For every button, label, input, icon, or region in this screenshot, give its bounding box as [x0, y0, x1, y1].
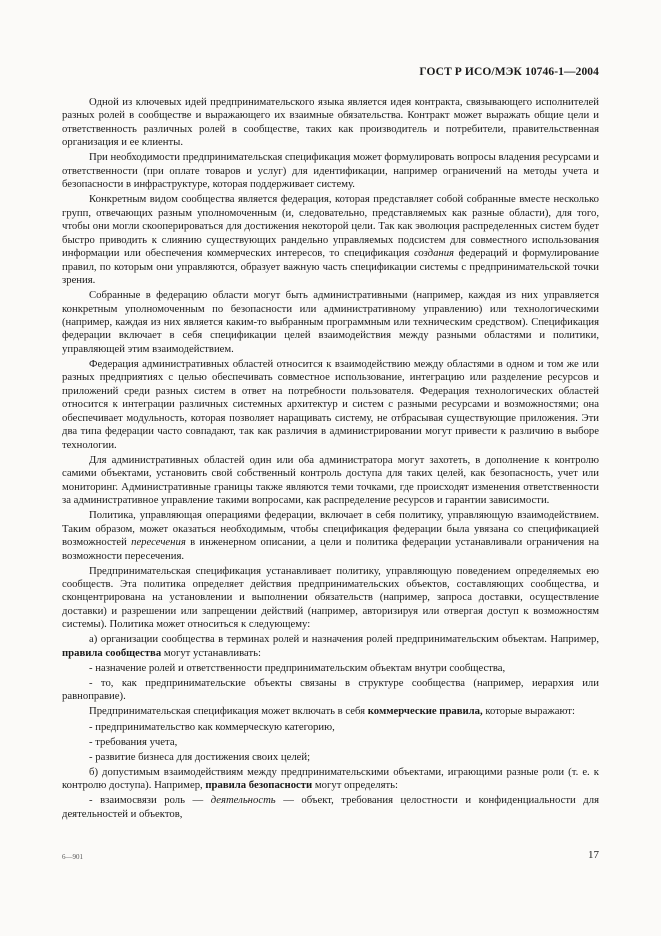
paragraph — [62, 454, 599, 508]
italic-term: создания — [413, 247, 455, 260]
bold-term: правила сообщества — [62, 646, 162, 659]
text-run: - то, как предпринимательские объекты связаны в структуре сообщества (например, иерархия или равноправие). — [62, 676, 599, 703]
bold-term: коммерческие правила, — [367, 705, 483, 718]
text-run: - требования учета, — [89, 735, 178, 748]
text-run: При необходимости предпринимательская спецификация может формулировать вопросы владения ресурсами и ответственности (при оплате товаров и услуг) для идентификации, например ограничений на методы учета и безопасности в инфраструктуре, которая поддерживает систему. — [62, 151, 599, 191]
text-run: Политика, управляющая операциями федерации, включает в себя политику, управляющую взаимодействием. Таким образом, может оказаться необходимым, чтобы спецификация федерации была увязана со спецификацией возможностей — [62, 509, 599, 549]
paragraph — [62, 794, 599, 821]
paragraph — [62, 289, 599, 356]
print-mark: 6—901 — [62, 853, 83, 861]
paragraph — [62, 751, 599, 764]
paragraph — [62, 96, 599, 150]
page-number: 17 — [588, 849, 599, 861]
paragraph — [62, 736, 599, 749]
text-run: б) допустимым взаимодействиям между предпринимательскими объектами, играющими разные роли (т. е. к контролю доступа). Например, — [62, 765, 599, 792]
text-run: Предпринимательская спецификация может включать в себя — [89, 705, 368, 718]
text-run: — объект, требования целостности и конфиденциальности для деятельностей и объектов, — [62, 794, 599, 820]
italic-term: пересечения — [131, 536, 186, 549]
paragraph — [62, 633, 599, 660]
text-run: Одной из ключевых идей предпринимательского языка является идея контракта, связывающего исполнителей разных ролей в сообществе и выражающего их взаимные обязательства. Контракт может выражать общие цели и ответственность различных ролей в сообществе, таких как производитель и потребители, правительственная организация и ее клиенты. — [62, 96, 599, 149]
text-run: Собранные в федерацию области могут быть административными (например, каждая из них управляется конкретным уполномоченным по безопасности или административному управлению) или технологическими (например, каждая из них является каким-то выбранным программным или техническим средством). Спецификация федерации включает в себя спецификации целей взаимодействия между разными областями и политики, управляющей этим взаимодействием. — [62, 289, 599, 355]
paragraph — [62, 766, 599, 793]
standard-header: ГОСТ Р ИСО/МЭК 10746-1—2004 — [419, 66, 599, 78]
text-run: могут определять: — [312, 779, 399, 792]
text-run: которые выражают: — [482, 705, 575, 718]
paragraph — [62, 193, 599, 287]
text-run: Федерация административных областей относится к взаимодействию между областями в одном и том же или разных предприятиях с целью обеспечивать совместное использование, интеграцию или разделение ресурсов и приложений среди разных систем в ответ на потребности пользователя. Федерация технологических областей относится к интеграции различных системных архитектур и систем с разными ресурсами и возможностями; она обеспечивает модульность, которая позволяет наращивать систему, не отбрасывая существующие приложения. Эти два типа федерации часто совпадают, так как различия в администрировании могут привести к различию в выборе технологии. — [62, 357, 599, 451]
text-run: - взаимосвязи роль — — [89, 794, 211, 807]
text-run: - назначение ролей и ответственности предпринимательским объектам внутри сообщества, — [89, 661, 506, 674]
text-run: федераций и формулирование правил, по которым они управляются, образует важную часть спецификации системы с предпринимательской точки зрения. — [62, 247, 599, 287]
paragraph — [62, 509, 599, 563]
text-run: Для административных областей один или оба администратора могут захотеть, в дополнение к контролю самими объектами, установить свой собственный контроль доступа для таких целей, как безопасность, учет или мониторинг. Административные границы также являются теми точками, где происходят изменения ответственности за административное управление такими вопросами, как распределение ресурсов и гарантии зависимости. — [62, 453, 599, 507]
paragraph — [62, 662, 599, 675]
paragraph — [62, 677, 599, 704]
text-run: а) организации сообщества в терминах ролей и назначения ролей предпринимательским объектам. Например, — [89, 633, 599, 646]
italic-term: деятельность — [210, 794, 276, 807]
text-run: Предпринимательская спецификация устанавливает политику, управляющую поведением определяемых ею сообществ. Эта политика определяет действия предпринимательских объектов, составляющих сообщества, и сконцентрирована на установлении и выполнении обязательств (например, запроса доставки, осуществление доставки) и разрешении или запрещении действий (например, авторизируя или отвергая доступ к возможностям системы). Политика может относиться к следующему: — [62, 564, 599, 631]
text-run: в инженерном описании, а цели и политика федерации устанавливали ограничения на возможности пересечения. — [62, 536, 599, 562]
text-run: - развитие бизнеса для достижения своих целей; — [89, 750, 311, 763]
text-run: могут устанавливать: — [161, 646, 261, 659]
bold-term: правила безопасности — [205, 779, 313, 792]
paragraph — [62, 151, 599, 191]
text-run: - предпринимательство как коммерческую категорию, — [89, 720, 335, 733]
body-text — [62, 96, 599, 823]
paragraph — [62, 721, 599, 734]
paragraph — [62, 358, 599, 452]
text-run: Конкретным видом сообщества является федерация, которая представляет собой собранные вместе несколько групп, отвечающих разным уполномоченным (и, следовательно, представляемых как разные области), для того, чтобы они могли скооперироваться для достижения некоторой цели. Так как эволюция распределенных систем будет быстро приводить к слиянию существующих рандельно управляемых подсистем для совместного использования информации или обеспечения коммерческих интересов, то спецификация — [62, 193, 599, 260]
paragraph — [62, 565, 599, 632]
paragraph — [62, 705, 599, 718]
